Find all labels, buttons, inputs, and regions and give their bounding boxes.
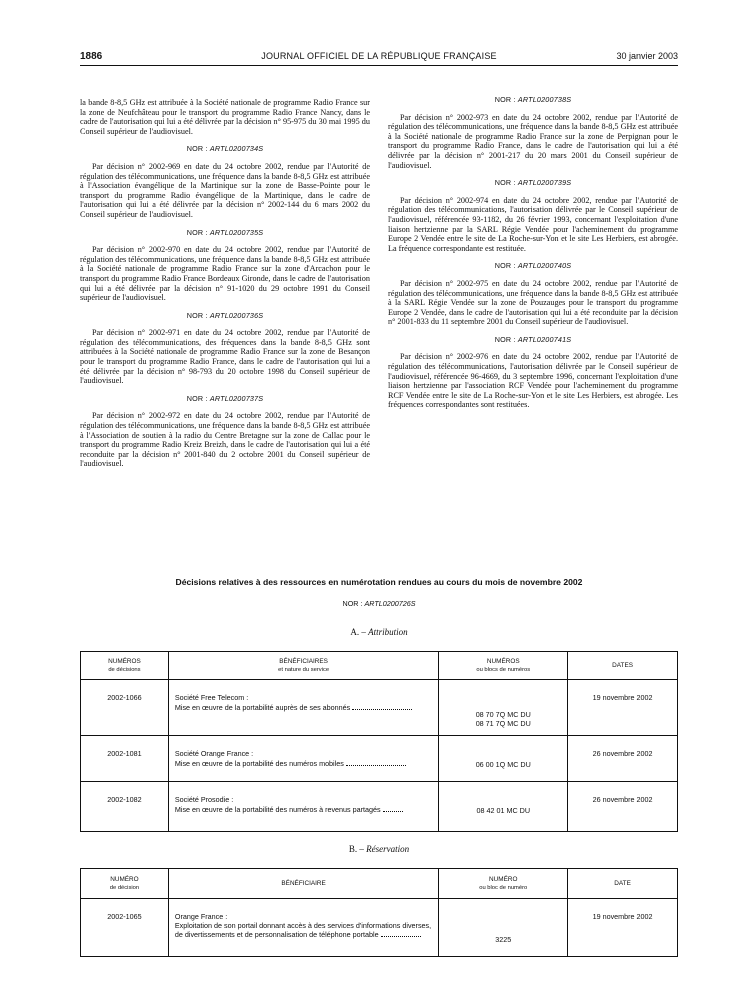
decision-paragraph: Par décision n° 2002-969 en date du 24 octobre 2002, rendue par l'Autorité de régulation des télécommunications, une fréquence dans la bande 8-8,5 GHz est attribuée à l'Association évangélique de la Martinique sur la zone de Basse-Pointe pour le transport du programme Radio évangélique de la Martinique, dans le cadre de l'autorisation qui lui a été délivrée par la décision n° 2002-144 du 6 mars 2002 du Conseil supérieur de l'audiovisuel. — [80, 161, 370, 219]
col-header-beneficiary: BÉNÉFICIAIRE — [168, 869, 439, 899]
nor-reference: NOR : ARTL0200734S — [186, 144, 264, 154]
col-header-number-blocks: NUMÉROS ou blocs de numéros — [439, 652, 568, 680]
subheading-attribution: A. – Attribution — [350, 627, 408, 637]
nor-reference: NOR : ARTL0200736S — [186, 310, 264, 320]
left-column — [80, 98, 370, 477]
decision-paragraph: Par décision n° 2002-974 en date du 24 octobre 2002, rendue par l'Autorité de régulation des télécommunications, l'autorisation délivrée par le Conseil supérieur de l'audiovisuel, référencée 93-1182, du 26 février 1993, concernant l'exploitation d'une liaison hertzienne par la SARL Régie Vendée pour l'acheminement du programme Europe 2 Vendée entre le site de La Roche-sur-Yon et le site Les Herbiers, est abrogée. La fréquence correspondante est restituée. — [388, 195, 678, 253]
col-header-dates: DATES — [568, 652, 678, 680]
number-block-cell: 3225 — [439, 899, 568, 957]
nor-reference: NOR : ARTL0200738S — [494, 95, 572, 104]
beneficiary-cell: Société Free Telecom : Mise en œuvre de la portabilité auprès de ses abonnés — [168, 680, 439, 736]
table-row — [81, 899, 678, 957]
beneficiary-cell: Société Orange France : Mise en œuvre de la portabilité des numéros mobiles — [168, 736, 439, 782]
col-header-numbers: NUMÉROS de décisions — [81, 652, 169, 680]
issue-date: 30 janvier 2003 — [616, 51, 678, 61]
decision-paragraph: Par décision n° 2002-970 en date du 24 octobre 2002, rendue par l'Autorité de régulation des télécommunications, une fréquence dans la bande 8-8,5 GHz est attribuée à la Société nationale de programme Radio France sur la zone d'Arcachon pour le transport du programme Radio France Bordeaux Gironde, dans le cadre de l'autorisation qui lui a été délivrée par la décision n° 91-1020 du 29 octobre 1991 du Conseil supérieur de l'audiovisuel. — [80, 245, 370, 303]
intro-paragraph: la bande 8-8,5 GHz est attribuée à la Société nationale de programme Radio France sur la zone de Neufchâteau pour le transport du programme Radio France Nancy, dans le cadre de l'autorisation qui lui a été délivrée par la décision n° 95-975 du 30 mai 1995 du Conseil supérieur de l'audiovisuel. — [80, 98, 370, 136]
decision-paragraph: Par décision n° 2002-973 en date du 24 octobre 2002, rendue par l'Autorité de régulation des télécommunications, une fréquence dans la bande 8-8,5 GHz est attribuée à la Société nationale de programme Radio France sur la zone de Perpignan pour le transport du programme Radio France, dans le cadre de l'autorisation qui lui a été délivrée par la décision n° 2001-217 du 20 mars 2001 du Conseil supérieur de l'audiovisuel. — [388, 112, 678, 170]
date-cell: 26 novembre 2002 — [568, 782, 678, 832]
table-header-row — [81, 869, 678, 899]
nor-reference: NOR : ARTL0200740S — [494, 261, 572, 271]
decision-number: 2002-1081 — [81, 736, 169, 782]
nor-reference: NOR : ARTL0200739S — [494, 178, 572, 188]
journal-title: JOURNAL OFFICIEL DE LA RÉPUBLIQUE FRANÇAISE — [261, 51, 497, 61]
decision-paragraph: Par décision n° 2002-975 en date du 24 octobre 2002, rendue par l'Autorité de régulation des télécommunications, une fréquence dans la bande 8-8,5 GHz est attribuée à la SARL Régie Vendée sur la zone de Pouzauges pour le transport du programme Europe 2 Vendée, dans le cadre de l'autorisation qui lui a été reconduite par la décision n° 2001-833 du 11 septembre 2001 du Conseil supérieur de l'audiovisuel. — [388, 278, 678, 327]
table-row — [81, 680, 678, 736]
header-rule — [80, 65, 678, 66]
decision-number: 2002-1066 — [81, 680, 169, 736]
decision-number: 2002-1065 — [81, 899, 169, 957]
section-nor-reference: NOR : ARTL0200726S — [342, 599, 416, 608]
nor-reference: NOR : ARTL0200735S — [186, 227, 264, 237]
col-header-number-block: NUMÉRO ou bloc de numéro — [439, 869, 568, 899]
decision-paragraph: Par décision n° 2002-971 en date du 24 octobre 2002, rendue par l'Autorité de régulation des télécommunications, des fréquences dans la bande 8-8,5 GHz sont attribuées à la Société nationale de programme Radio France sur la zone de Besançon pour le transport du programme Radio France, dans le cadre de l'autorisation qui lui a été délivrée par la décision n° 98-793 du 20 octobre 1998 du Conseil supérieur de l'audiovisuel. — [80, 328, 370, 386]
date-cell: 19 novembre 2002 — [568, 899, 678, 957]
reservation-table — [80, 868, 678, 957]
table-row — [81, 782, 678, 832]
table-row — [81, 736, 678, 782]
beneficiary-cell: Orange France : Exploitation de son portail donnant accès à des services d'informations diverses, de divertissements et de personnalisation de téléphone portable — [168, 899, 439, 957]
decision-paragraph: Par décision n° 2002-976 en date du 24 octobre 2002, rendue par l'Autorité de régulation des télécommunications, l'autorisation délivrée par le Conseil supérieur de l'audiovisuel, référencée 96-4669, du 3 septembre 1996, concernant l'exploitation d'une liaison hertzienne par l'association RCF Vendée pour l'acheminement du programme RCF Vendée entre le site de La Roche-sur-Yon et le site Les Herbiers, est abrogée. Les fréquences correspondantes sont restituées. — [388, 352, 678, 410]
decision-number: 2002-1082 — [81, 782, 169, 832]
nor-reference: NOR : ARTL0200741S — [494, 334, 572, 344]
number-block-cell: 06 00 1Q MC DU — [439, 736, 568, 782]
right-column — [388, 95, 678, 418]
nor-reference: NOR : ARTL0200737S — [186, 393, 264, 403]
table-header-row — [81, 652, 678, 680]
page-number: 1886 — [80, 51, 103, 62]
number-block-cell: 08 70 7Q MC DU 08 71 7Q MC DU — [439, 680, 568, 736]
attribution-table — [80, 651, 678, 832]
col-header-beneficiaries: BÉNÉFICIAIRES et nature du service — [168, 652, 439, 680]
col-header-number: NUMÉRO de décision — [81, 869, 169, 899]
beneficiary-cell: Société Prosodie : Mise en œuvre de la portabilité des numéros à revenus partagés — [168, 782, 439, 832]
date-cell: 26 novembre 2002 — [568, 736, 678, 782]
page-header — [80, 49, 678, 65]
col-header-date: DATE — [568, 869, 678, 899]
section-title: Décisions relatives à des ressources en numérotation rendues au cours du mois de novembre 2002 — [175, 577, 583, 587]
date-cell: 19 novembre 2002 — [568, 680, 678, 736]
subheading-reservation: B. – Réservation — [348, 844, 410, 854]
number-block-cell: 08 42 01 MC DU — [439, 782, 568, 832]
decision-paragraph: Par décision n° 2002-972 en date du 24 octobre 2002, rendue par l'Autorité de régulation des télécommunications, une fréquence dans la bande 8-8,5 GHz est attribuée à l'Association de soutien à la radio du Centre Bretagne sur la zone de Callac pour le transport du programme Radio Kreiz Breizh, dans le cadre de l'autorisation qui lui a été reconduite par la décision n° 2001-840 du 2 octobre 2001 du Conseil supérieur de l'audiovisuel. — [80, 411, 370, 469]
